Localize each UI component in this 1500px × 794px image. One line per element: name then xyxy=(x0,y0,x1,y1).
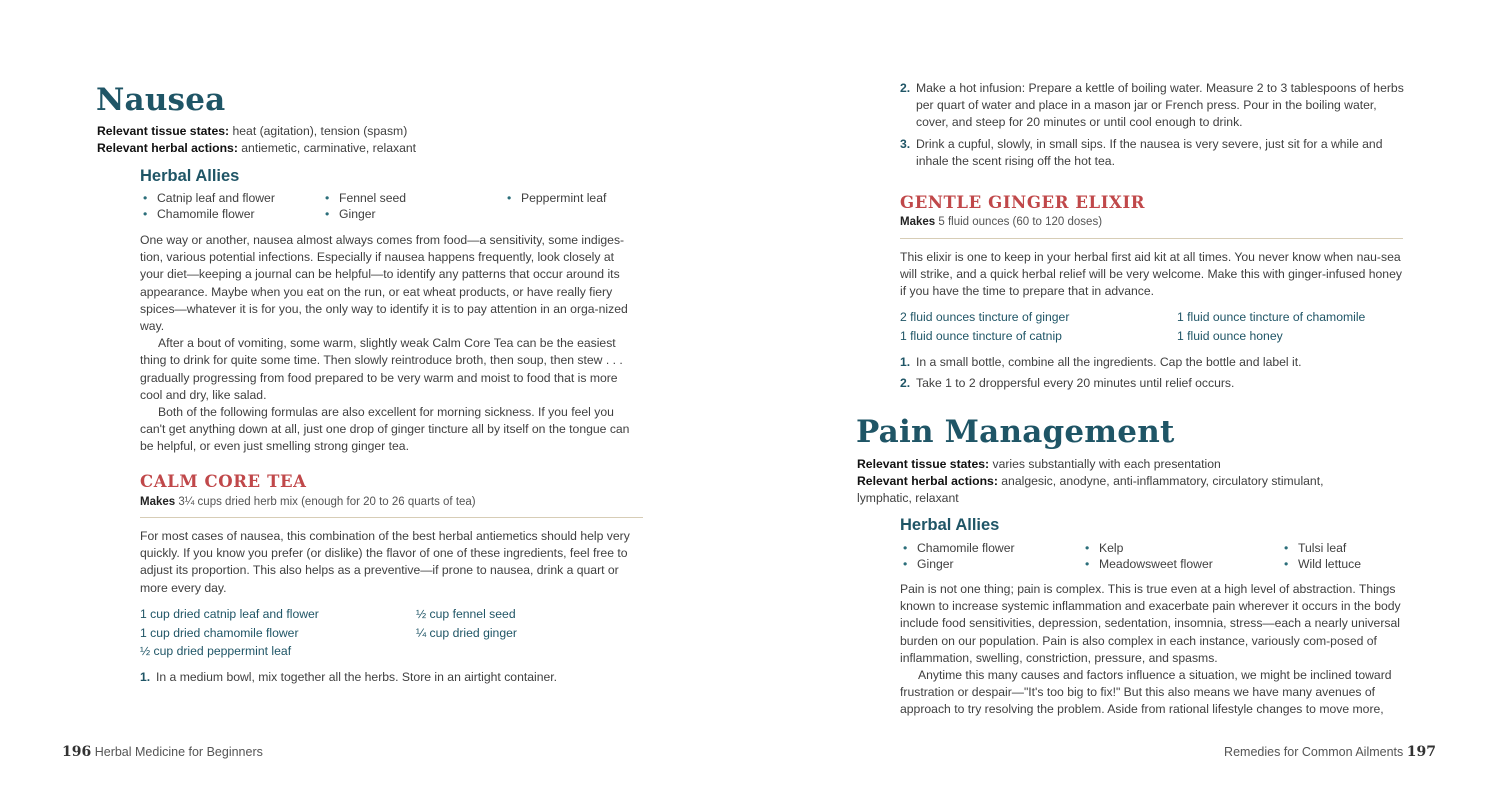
calm-core-tea-ingredients xyxy=(140,605,616,661)
ally-item: • Kelp xyxy=(1082,540,1281,556)
ally-item: • Peppermint leaf xyxy=(504,190,654,206)
pain-management-title: Pain Management xyxy=(856,414,1175,450)
nausea-tissue-states xyxy=(97,123,407,140)
paragraph: One way or another, nausea almost always comes from food—a sensitivity, some indiges-tion, various potential infections. Especially if nausea happens frequently, look closely at your diet—keeping a journal can be helpful—to identify any patterns that occur around its appearance. Maybe when you eat on the run, or eat wheat products, or have really fiery spices—whatever it is for you, the only way to identify it is to pay attention in an orga-nized way. xyxy=(140,233,628,334)
ingredient-item: 1 fluid ounce honey xyxy=(1177,328,1283,343)
gentle-ginger-elixir-steps xyxy=(900,354,1405,396)
ingredient-item: ¼ cup dried ginger xyxy=(416,625,517,640)
step-text: Make a hot infusion: Prepare a kettle of boiling water. Measure 2 to 3 tablespoons of herbs per quart of water and place in a mason jar or French press. Pour in the boiling water, cover, and steep for 20 minutes or until cool enough to drink. xyxy=(916,81,1404,130)
herbal-actions-value: antiemetic, carminative, relaxant xyxy=(241,141,417,155)
page-number: 197 xyxy=(1406,744,1436,760)
ingredient-item: 2 fluid ounces tincture of ginger xyxy=(900,310,1070,324)
ally-item: • Meadowsweet flower xyxy=(1082,556,1281,572)
nausea-herbal-actions xyxy=(97,140,416,157)
calm-core-tea-steps-continued xyxy=(900,80,1405,174)
recipe-step xyxy=(900,375,1405,392)
step-number: 1. xyxy=(900,355,911,369)
recipe-step xyxy=(900,80,1405,132)
paragraph: Pain is not one thing; pain is complex. This is true even at a high level of abstraction. Things known to increase systemic inflammation and exacerbate pain wherever it occurs in the body include food sensitivities, depression, sedentation, insomnia, stress—each a nearly universal burden on our population. Pain is also complex in each instance, variously com-posed of inflammation, swelling, constriction, pressure, and spasms. xyxy=(900,582,1401,665)
step-number: 3. xyxy=(900,136,911,151)
ally-item: • Wild lettuce xyxy=(1281,556,1411,572)
step-text: In a medium bowl, mix together all the herbs. Store in an airtight container. xyxy=(156,670,558,684)
nausea-allies-list xyxy=(140,190,654,222)
step-number: 2. xyxy=(900,81,911,95)
ingredient-item: 1 fluid ounce tincture of chamomile xyxy=(1177,310,1366,324)
tissue-states-label: Relevant tissue states: xyxy=(97,124,230,138)
ingredient-item: ½ cup fennel seed xyxy=(416,607,516,621)
right-page xyxy=(750,0,1500,794)
recipe-divider xyxy=(900,238,1403,239)
running-head: Herbal Medicine for Beginners xyxy=(94,745,263,759)
ally-item: • Chamomile flower xyxy=(900,540,1082,556)
makes-value: 5 fluid ounces (60 to 120 doses) xyxy=(938,216,1103,228)
step-text: Take 1 to 2 droppersful every 20 minutes until relief occurs. xyxy=(916,376,1235,391)
tissue-states-value: varies substantially with each presentation xyxy=(992,457,1221,471)
ally-item: • Tulsi leaf xyxy=(1281,540,1411,556)
herbal-actions-label: Relevant herbal actions: xyxy=(857,474,998,488)
calm-core-tea-yield xyxy=(140,496,476,508)
tissue-states-label: Relevant tissue states: xyxy=(857,457,990,471)
running-head: Remedies for Common Ailments xyxy=(1224,745,1404,759)
step-number: 2. xyxy=(900,376,911,391)
ally-item: • Chamomile flower xyxy=(140,206,322,222)
paragraph: This elixir is one to keep in your herbal first aid kit at all times. You never know when nau-sea will strike, and a quick herbal relief will be very welcome. Make this with ginger-infused honey if you have the time to prepare that in advance. xyxy=(900,250,1402,299)
pain-management-body xyxy=(900,581,1405,719)
paragraph: After a bout of vomiting, some warm, slightly weak Calm Core Tea can be the easiest thing to drink for quite some time. Then slowly reintroduce broth, then soup, then stew . . . gradually progressing from food prepared to be very warm and moist to food that is more cool and dry, like salad. xyxy=(140,336,623,402)
recipe-step xyxy=(900,136,1405,170)
calm-core-tea-intro xyxy=(140,528,643,597)
ingredient-item: 1 cup dried catnip leaf and flower xyxy=(140,607,319,621)
makes-label: Makes xyxy=(900,216,936,228)
ingredient-item: 1 cup dried chamomile flower xyxy=(140,625,299,640)
makes-label: Makes xyxy=(140,496,176,508)
gentle-ginger-elixir-ingredients xyxy=(900,308,1397,345)
ingredient-item: ½ cup dried peppermint leaf xyxy=(140,644,292,658)
right-folio xyxy=(1224,744,1436,760)
recipe-step xyxy=(900,354,1405,371)
tissue-states-value: heat (agitation), tension (spasm) xyxy=(232,124,408,138)
paragraph: Both of the following formulas are also excellent for morning sickness. If you feel you can't get anything down at all, just one drop of ginger tincture all by itself on the tongue can be helpful, or even just smelling strong ginger tea. xyxy=(140,405,630,454)
calm-core-tea-title: CALM CORE TEA xyxy=(140,472,307,491)
paragraph: For most cases of nausea, this combination of the best herbal antiemetics should help very quickly. If you know you prefer (or dislike) the flavor of one of these ingredients, feel free to adjust its proportion. This also helps as a preventive—if prone to nausea, drink a quart or more every day. xyxy=(140,529,630,595)
left-folio xyxy=(62,744,263,760)
nausea-title: Nausea xyxy=(96,82,226,118)
recipe-step xyxy=(140,669,643,686)
gentle-ginger-elixir-yield xyxy=(900,216,1102,228)
nausea-allies-heading: Herbal Allies xyxy=(140,167,240,185)
pain-allies-heading: Herbal Allies xyxy=(900,516,1000,534)
calm-core-tea-steps xyxy=(140,669,643,690)
gentle-ginger-elixir-title: GENTLE GINGER ELIXIR xyxy=(900,193,1146,212)
page-number: 196 xyxy=(62,744,92,760)
step-text: In a small bottle, combine all the ingredients. Cap the bottle and label it. xyxy=(916,355,1302,369)
nausea-body xyxy=(140,232,640,456)
ally-item: • Fennel seed xyxy=(322,190,504,206)
gentle-ginger-elixir-intro xyxy=(900,249,1405,301)
ally-item: • Ginger xyxy=(900,556,1082,572)
ally-item: • Ginger xyxy=(322,206,504,222)
pain-tissue-states xyxy=(857,456,1357,473)
herbal-actions-value: analgesic, anodyne, anti-inflammatory, circulatory stimulant, lymphatic, relaxant xyxy=(857,474,1324,505)
pain-allies-list xyxy=(900,540,1411,572)
step-text: Drink a cupful, slowly, in small sips. If the nausea is very severe, just sit for a while and inhale the scent rising off the hot tea. xyxy=(916,136,1383,168)
herbal-actions-label: Relevant herbal actions: xyxy=(97,141,238,155)
step-number: 1. xyxy=(140,670,151,684)
ingredient-item: 1 fluid ounce tincture of catnip xyxy=(900,328,1062,343)
pain-herbal-actions xyxy=(857,473,1347,507)
ally-item: • Catnip leaf and flower xyxy=(140,190,322,206)
makes-value: 3¼ cups dried herb mix (enough for 20 to 26 quarts of tea) xyxy=(178,496,476,508)
paragraph: Anytime this many causes and factors influence a situation, we might be inclined toward frustration or despair—"It's too big to fix!" But this also means we have many avenues of approach to try resolving the problem. Aside from rational lifestyle changes to move more, xyxy=(900,668,1392,717)
recipe-divider xyxy=(140,517,643,518)
